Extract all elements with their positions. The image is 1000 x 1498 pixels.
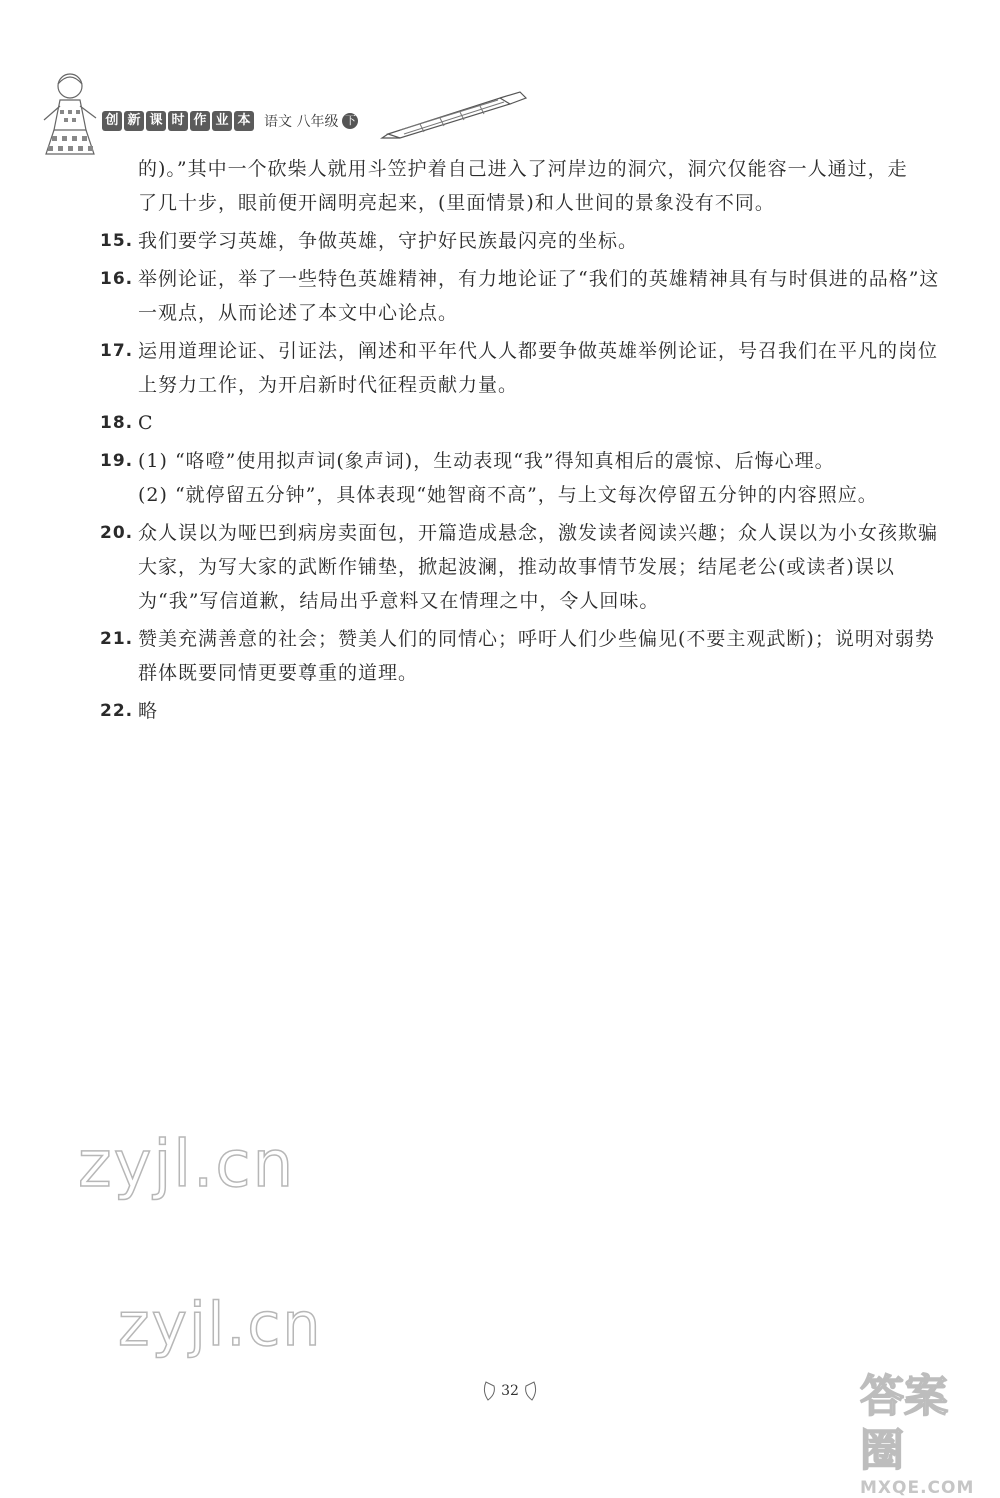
item-text: 略	[138, 700, 159, 722]
answer-item-17	[100, 334, 950, 402]
brand-char: 作	[190, 111, 210, 131]
item-number: 15.	[100, 231, 134, 251]
brand-char: 时	[168, 111, 188, 131]
watermark: zyjl.cn	[118, 1290, 323, 1360]
item-number: 18.	[100, 413, 134, 433]
corner-logo	[860, 1370, 990, 1498]
brand-char: 新	[124, 111, 144, 131]
item-text: 众人误以为哑巴到病房卖面包，开篇造成悬念，激发读者阅读兴趣；众人误以为小女孩欺骗大家，为写大家的武断作铺垫，掀起波澜，推动故事情节发展；结尾老公(或读者)误以为“我”写信道歉，结局出乎意料又在情理之中，令人回味。	[138, 522, 939, 612]
page-number	[480, 1376, 540, 1406]
item-text: C	[138, 412, 154, 434]
item-number: 19.	[100, 451, 134, 471]
item-number: 17.	[100, 341, 134, 361]
answer-item-22	[100, 694, 950, 728]
subject-label: 语文 八年级	[264, 114, 339, 130]
answer-item-21	[100, 622, 950, 690]
answer-item-19-sub: (2) “就停留五分钟”，具体表现“她智商不高”，与上文每次停留五分钟的内容照应。	[138, 484, 878, 506]
item-text: 赞美充满善意的社会；赞美人们的同情心；呼吁人们少些偏见(不要主观武断)；说明对弱势群体既要同情更要尊重的道理。	[138, 628, 935, 684]
answer-item-20	[100, 516, 950, 618]
pencil-icon	[380, 90, 530, 140]
watermark: zyjl.cn	[78, 1128, 296, 1202]
answer-content	[100, 152, 950, 728]
item-number: 20.	[100, 523, 134, 543]
answer-item-18	[100, 406, 950, 440]
item-text: 运用道理论证、引证法，阐述和平年代人人都要争做英雄举例论证，号召我们在平凡的岗位上努力工作，为开启新时代征程贡献力量。	[138, 340, 939, 396]
answer-item-15	[100, 224, 950, 258]
brand-char: 课	[146, 111, 166, 131]
continuation-line: 的)。”其中一个砍柴人就用斗笠护着自己进入了河岸边的洞穴，洞穴仅能容一人通过，走	[138, 158, 908, 180]
brand-char: 业	[212, 111, 232, 131]
corner-logo-text: 答案圈	[860, 1371, 948, 1476]
volume-badge: 下	[342, 113, 358, 129]
answer-item-19	[100, 444, 950, 478]
corner-logo-url: MXQE.COM	[860, 1478, 975, 1498]
item-text: (1) “咯噔”使用拟声词(象声词)，生动表现“我”得知真相后的震惊、后悔心理。	[138, 450, 835, 472]
item-text: 我们要学习英雄，争做英雄，守护好民族最闪亮的坐标。	[138, 230, 639, 252]
item-number: 21.	[100, 629, 134, 649]
brand-char: 本	[234, 111, 254, 131]
item-number: 16.	[100, 269, 134, 289]
item-text: 举例论证，举了一些特色英雄精神，有力地论证了“我们的英雄精神具有与时俱进的品格”这一观点，从而论述了本文中心论点。	[138, 268, 940, 324]
brand-char: 创	[102, 111, 122, 131]
page-header	[30, 70, 510, 160]
page-number-text: 32	[501, 1383, 519, 1399]
girl-illustration-icon	[30, 70, 110, 160]
item-number: 22.	[100, 701, 134, 721]
brand-bar	[102, 108, 358, 134]
answer-item-16	[100, 262, 950, 330]
continuation-line: 了几十步，眼前便开阔明亮起来，(里面情景)和人世间的景象没有不同。	[138, 192, 775, 214]
